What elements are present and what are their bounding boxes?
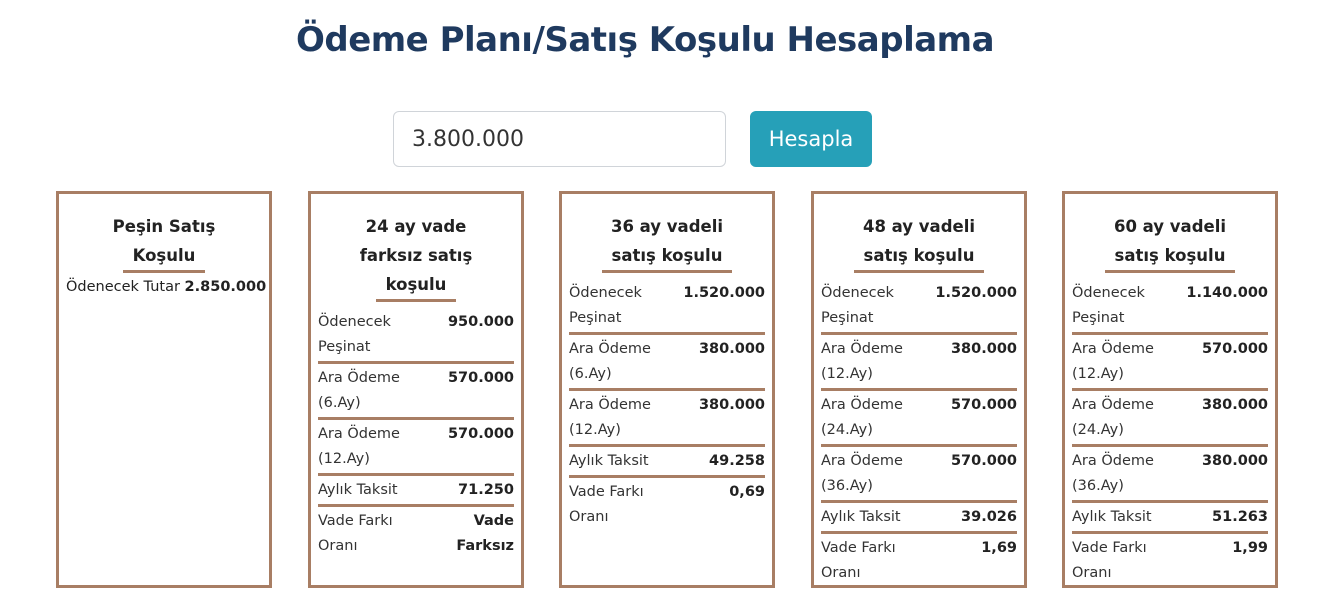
plan-row [569,480,765,531]
plan-row-value: 570.000 [1201,341,1268,357]
plan-title-line: Peşin Satış [112,217,216,236]
plan-card-60-months [1062,191,1278,588]
plan-title [66,212,262,273]
plan-row-value: 570.000 [950,397,1017,413]
plan-row [66,275,267,300]
plan-row-label: Vade Farkı Oranı [1072,540,1147,581]
plan-title [821,212,1017,273]
plan-title-line: farksız satış [359,246,473,265]
plan-row-label: Ara Ödeme (36.Ay) [1072,453,1154,494]
plan-row-label: Aylık Taksit [318,482,398,498]
plan-row-label: Ara Ödeme (24.Ay) [1072,397,1154,438]
plan-row-value: 71.250 [458,482,514,498]
plan-title [569,212,765,273]
plan-row-label: Ödenecek Tutar [66,279,180,295]
plan-row [569,449,765,478]
plan-row-value: 1.520.000 [935,285,1017,301]
plan-row [569,281,765,335]
plan-row-value: 1.520.000 [683,285,765,301]
plan-title-line: koşulu [376,270,457,302]
plan-title-line: Koşulu [123,241,206,273]
plan-title-line: satış koşulu [1105,241,1236,273]
plan-row [318,366,514,420]
plan-row-value: Vade Farksız [456,513,514,554]
plan-row [821,393,1017,447]
plan-row-value: 380.000 [1201,397,1268,413]
plan-row [1072,536,1268,587]
plan-row-label: Aylık Taksit [569,453,649,469]
calculate-button[interactable]: Hesapla [750,111,872,167]
plan-card-24-months [308,191,524,588]
plan-row-value: 950.000 [447,314,514,330]
plan-row-value: 380.000 [950,341,1017,357]
plan-card-36-months [559,191,775,588]
plan-row-value: 39.026 [961,509,1017,525]
plan-row [1072,449,1268,503]
plan-row-value: 0,69 [729,484,765,500]
plan-row [821,337,1017,391]
plan-card-48-months [811,191,1027,588]
plan-row-label: Ödenecek Peşinat [821,285,894,326]
plan-title [1072,212,1268,273]
plan-row [821,281,1017,335]
plan-row-label: Vade Farkı Oranı [569,484,644,525]
plan-row-value: 570.000 [447,370,514,386]
plan-row-value: 380.000 [698,341,765,357]
plan-title-line: 48 ay vadeli [862,217,976,236]
plan-row-label: Ara Ödeme (6.Ay) [569,341,651,382]
plan-row [318,310,514,364]
plan-title-line: satış koşulu [602,241,733,273]
plan-row-label: Ara Ödeme (12.Ay) [1072,341,1154,382]
plan-row-label: Vade Farkı Oranı [821,540,896,581]
plan-row [1072,505,1268,534]
plan-row-label: Ara Ödeme (12.Ay) [569,397,651,438]
amount-input[interactable] [393,111,726,167]
plan-row-value: 1,69 [981,540,1017,556]
plan-title-line: 24 ay vade [365,217,467,236]
plan-row-value: 570.000 [447,426,514,442]
plan-row [1072,393,1268,447]
plan-row-label: Ara Ödeme (24.Ay) [821,397,903,438]
plan-row [318,478,514,507]
plan-row-value: 1.140.000 [1186,285,1268,301]
plan-title-line: satış koşulu [854,241,985,273]
plan-row-value: 1,99 [1232,540,1268,556]
plan-row [821,505,1017,534]
plan-row-label: Ara Ödeme (36.Ay) [821,453,903,494]
plan-row-label: Aylık Taksit [1072,509,1152,525]
plan-row-label: Aylık Taksit [821,509,901,525]
plan-row-value: 380.000 [698,397,765,413]
plan-row-label: Vade Farkı Oranı [318,513,393,554]
plan-row-value: 49.258 [709,453,765,469]
plan-row-label: Ödenecek Peşinat [1072,285,1145,326]
plan-row-label: Ödenecek Peşinat [318,314,391,355]
plan-row-value: 2.850.000 [184,279,267,295]
plan-row [1072,337,1268,391]
plan-title-line: 36 ay vadeli [610,217,724,236]
plan-row-label: Ara Ödeme (6.Ay) [318,370,400,411]
plan-row-label: Ödenecek Peşinat [569,285,642,326]
plan-row [1072,281,1268,335]
plan-row-value: 51.263 [1212,509,1268,525]
plan-row [821,449,1017,503]
plan-row [569,393,765,447]
plan-title [318,212,514,302]
plan-row-value: 570.000 [950,453,1017,469]
plan-row-value: 380.000 [1201,453,1268,469]
plan-row [569,337,765,391]
page-title: Ödeme Planı/Satış Koşulu Hesaplama [295,20,995,60]
plan-row [318,422,514,476]
plan-row-label: Ara Ödeme (12.Ay) [318,426,400,467]
plan-row [821,536,1017,587]
plan-row-label: Ara Ödeme (12.Ay) [821,341,903,382]
plan-title-line: 60 ay vadeli [1113,217,1227,236]
plan-card-cash [56,191,272,588]
plan-row [318,509,514,560]
